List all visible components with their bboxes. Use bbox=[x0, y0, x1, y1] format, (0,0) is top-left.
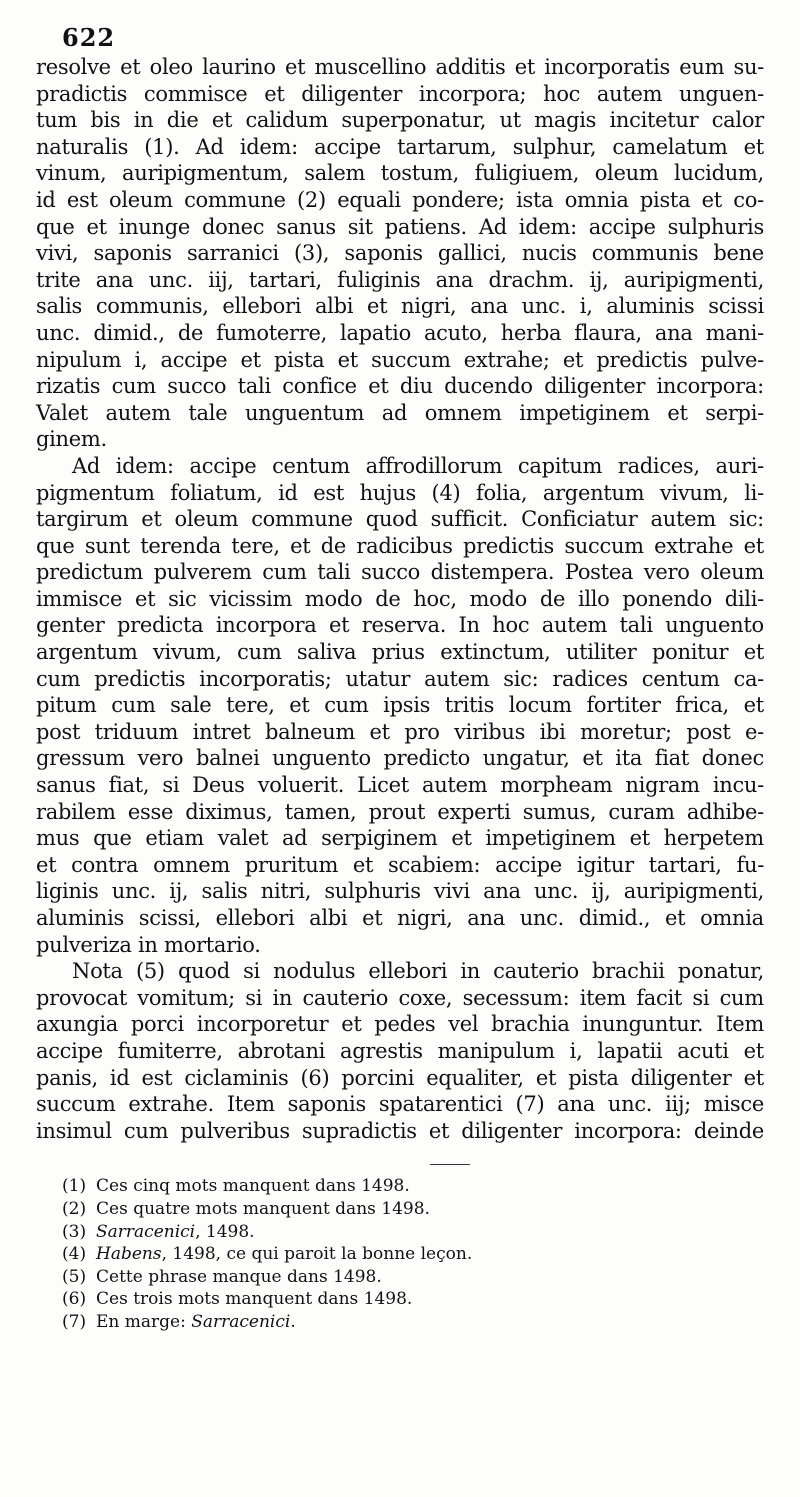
text-line: id est oleum commune (2) equali pondere; ista omnia pista et co- bbox=[36, 187, 764, 212]
text-line: unc. dimid., de fumoterre, lapatio acuto, herba flaura, ana mani- bbox=[36, 320, 764, 345]
footnote-italic: Sarracenici bbox=[96, 1221, 196, 1242]
text-line: ginem. bbox=[36, 427, 107, 452]
text-line: succum extrahe. Item saponis spatarentici (7) ana unc. iij; misce bbox=[36, 1092, 764, 1117]
footnote-number: (7) bbox=[62, 1311, 87, 1332]
footnote bbox=[62, 1175, 764, 1198]
text-line: vinum, auripigmentum, salem tostum, fuligiuem, oleum lucidum, bbox=[36, 161, 764, 186]
text-line: pigmentum foliatum, id est hujus (4) folia, argentum vivum, li- bbox=[36, 480, 764, 505]
text-line: Ad idem: accipe centum affrodillorum capitum radices, auri- bbox=[72, 453, 764, 478]
footnote bbox=[62, 1266, 764, 1289]
text-line: nipulum i, accipe et pista et succum extrahe; et predictis pulve- bbox=[36, 347, 764, 372]
text-line: gressum vero balnei unguento predicto ungatur, et ita fiat donec bbox=[36, 746, 764, 771]
text-line: immisce et sic vicissim modo de hoc, modo de illo ponendo dili- bbox=[36, 586, 764, 611]
footnote-italic: Habens bbox=[96, 1244, 162, 1265]
footnote-number: (5) bbox=[62, 1266, 87, 1287]
text-line: provocat vomitum; si in cauterio coxe, secessum: item facit si cum bbox=[36, 985, 764, 1010]
footnote bbox=[62, 1288, 764, 1311]
footnote-italic: Sarracenici bbox=[191, 1311, 291, 1332]
text-line: que et inunge donec sanus sit patiens. Ad idem: accipe sulphuris bbox=[36, 214, 764, 239]
text-line: resolve et oleo laurino et muscellino additis et incorporatis eum su- bbox=[36, 55, 764, 79]
footnote-number: (6) bbox=[62, 1289, 87, 1310]
footnote-text: Ces quatre mots manquent dans 1498. bbox=[96, 1198, 430, 1219]
text-line: post triduum intret balneum et pro viribus ibi moretur; post e- bbox=[36, 719, 764, 744]
text-line: pulveriza in mortario. bbox=[36, 932, 261, 957]
text-line: sanus fiat, si Deus voluerit. Licet autem morpheam nigram incu- bbox=[36, 773, 764, 798]
footnote-text: Cette phrase manque dans 1498. bbox=[96, 1266, 382, 1287]
footnote bbox=[62, 1198, 764, 1221]
footnote bbox=[62, 1221, 764, 1244]
text-line: genter predicta incorpora et reserva. In hoc autem tali unguento bbox=[36, 613, 764, 638]
text-line: axungia porci incorporetur et pedes vel brachia inunguntur. Item bbox=[36, 1012, 764, 1037]
text-line: aluminis scissi, ellebori albi et nigri, ana unc. dimid., et omnia bbox=[36, 906, 764, 930]
footnote-number: (4) bbox=[62, 1244, 87, 1265]
text-line: Nota (5) quod si nodulus ellebori in cauterio brachii ponatur, bbox=[72, 959, 764, 984]
text-line: argentum vivum, cum saliva prius extinctum, utiliter ponitur et bbox=[36, 640, 764, 665]
page-number: 622 bbox=[62, 23, 116, 52]
text-line: que sunt terenda tere, et de radicibus predictis succum extrahe et bbox=[36, 533, 764, 558]
footnote-period: . bbox=[290, 1311, 296, 1332]
text-line: rizatis cum succo tali confice et diu ducendo diligenter incorpora: bbox=[36, 374, 764, 399]
text-line: vivi, saponis sarranici (3), saponis gallici, nucis communis bene bbox=[36, 241, 764, 266]
text-line: pitum cum sale tere, et cum ipsis tritis locum fortiter frica, et bbox=[36, 693, 764, 718]
footnote-list bbox=[62, 1175, 764, 1333]
text-line: trite ana unc. iij, tartari, fuliginis ana drachm. ij, auripigmenti, bbox=[36, 267, 764, 292]
text-line: predictum pulverem cum tali succo distempera. Postea vero oleum bbox=[36, 560, 764, 585]
text-line: Valet autem tale unguentum ad omnem impetiginem et serpi- bbox=[36, 400, 764, 425]
text-line: et contra omnem pruritum et scabiem: accipe igitur tartari, fu- bbox=[36, 852, 764, 877]
footnote-text: En marge: bbox=[96, 1311, 192, 1332]
text-line: salis communis, ellebori albi et nigri, ana unc. i, aluminis scissi bbox=[36, 294, 764, 319]
text-line: panis, id est ciclaminis (6) porcini equaliter, et pista diligenter et bbox=[36, 1065, 764, 1090]
footnote bbox=[62, 1243, 764, 1266]
text-line: pradictis commisce et diligenter incorpora; hoc autem unguen- bbox=[36, 81, 764, 106]
text-line: liginis unc. ij, salis nitri, sulphuris vivi ana unc. ij, auripigmenti, bbox=[36, 879, 764, 904]
text-line: rabilem esse diximus, tamen, prout experti sumus, curam adhibe- bbox=[36, 799, 764, 824]
footnote-text: , 1498. bbox=[195, 1221, 255, 1242]
footnote-text: , 1498, ce qui paroit la bonne leçon. bbox=[161, 1244, 473, 1265]
footnote-number: (3) bbox=[62, 1221, 87, 1242]
text-line: mus que etiam valet ad serpiginem et impetiginem et herpetem bbox=[36, 826, 764, 851]
body-text bbox=[36, 54, 764, 1144]
footnotes bbox=[62, 1164, 764, 1333]
footnote-text: Ces cinq mots manquent dans 1498. bbox=[96, 1176, 410, 1197]
text-line: targirum et oleum commune quod sufficit. Conficiatur autem sic: bbox=[36, 507, 764, 532]
text-line: cum predictis incorporatis; utatur autem sic: radices centum ca- bbox=[36, 666, 764, 691]
footnote bbox=[62, 1311, 764, 1334]
text-line: naturalis (1). Ad idem: accipe tartarum, sulphur, camelatum et bbox=[36, 134, 764, 159]
text-line: tum bis in die et calidum superponatur, ut magis incitetur calor bbox=[36, 108, 764, 133]
footnote-number: (2) bbox=[62, 1198, 87, 1219]
footnote-number: (1) bbox=[62, 1176, 87, 1197]
text-line: insimul cum pulveribus supradictis et diligenter incorpora: deinde bbox=[36, 1118, 764, 1143]
text-line: accipe fumiterre, abrotani agrestis manipulum i, lapatii acuti et bbox=[36, 1038, 764, 1063]
footnote-text: Ces trois mots manquent dans 1498. bbox=[96, 1289, 413, 1310]
footnote-rule bbox=[430, 1164, 470, 1165]
